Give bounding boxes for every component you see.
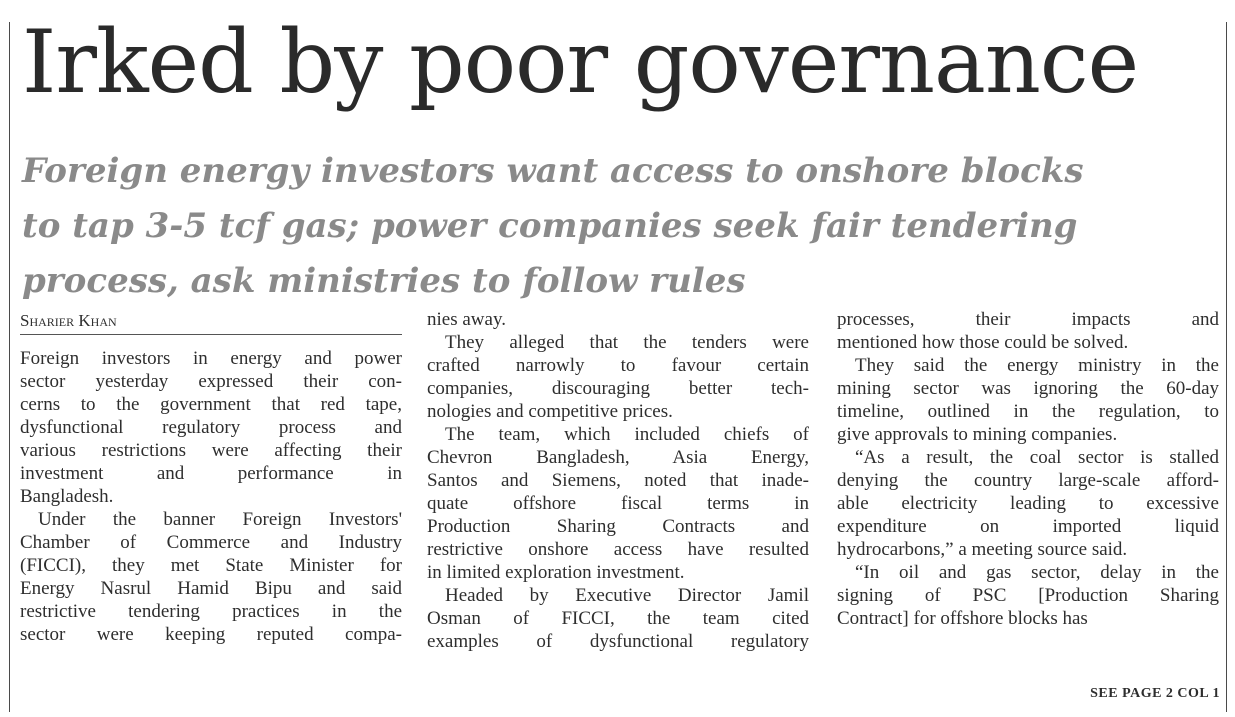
body-line: Bangladesh. (20, 486, 114, 507)
body-line: able electricity leading to excessive (837, 493, 1219, 514)
continuation-jump-line: SEE PAGE 2 COL 1 (1090, 686, 1220, 701)
body-line: signing of PSC [Production Sharing (837, 585, 1219, 606)
article-column-1 (20, 308, 402, 646)
body-line: “In oil and gas sector, delay in the (855, 562, 1219, 583)
body-line: nies away. (427, 309, 506, 330)
body-line: expenditure on imported liquid (837, 516, 1219, 537)
left-column-rule (9, 22, 10, 712)
body-line: sector yesterday expressed their con- (20, 371, 402, 392)
subheadline (22, 144, 1217, 309)
body-line: dysfunctional regulatory process and (20, 417, 402, 438)
body-line: (FICCI), they met State Minister for (20, 555, 402, 576)
body-line: Energy Nasrul Hamid Bipu and said (20, 578, 402, 599)
body-line: nologies and competitive prices. (427, 401, 673, 422)
body-line: give approvals to mining companies. (837, 424, 1118, 445)
body-line: restrictive onshore access have resulted (427, 539, 809, 560)
body-line: Santos and Siemens, noted that inade- (427, 470, 809, 491)
body-line: mining sector was ignoring the 60-day (837, 378, 1219, 399)
subhead-line: process, ask ministries to follow rules (22, 261, 746, 301)
body-line: mentioned how those could be solved. (837, 332, 1129, 353)
body-line: Chevron Bangladesh, Asia Energy, (427, 447, 809, 468)
body-line: Production Sharing Contracts and (427, 516, 809, 537)
body-line: Headed by Executive Director Jamil (445, 585, 809, 606)
right-column-rule (1226, 22, 1227, 712)
body-line: They alleged that the tenders were (445, 332, 809, 353)
body-line: examples of dysfunctional regulatory (427, 631, 809, 652)
body-line: hydrocarbons,” a meeting source said. (837, 539, 1128, 560)
body-line: crafted narrowly to favour certain (427, 355, 809, 376)
body-line: Under the banner Foreign Investors' (38, 509, 402, 530)
headline: Irked by poor governance (22, 11, 1139, 113)
body-line: “As a result, the coal sector is stalled (855, 447, 1219, 468)
body-line: Foreign investors in energy and power (20, 348, 402, 369)
body-line: quate offshore fiscal terms in (427, 493, 809, 514)
body-line: Osman of FICCI, the team cited (427, 608, 809, 629)
body-line: investment and performance in (20, 463, 402, 484)
body-line: in limited exploration investment. (427, 562, 685, 583)
byline: Sharier Khan (20, 308, 402, 335)
body-line: cerns to the government that red tape, (20, 394, 402, 415)
body-line: companies, discouraging better tech- (427, 378, 809, 399)
body-line: They said the energy ministry in the (855, 355, 1219, 376)
body-line: processes, their impacts and (837, 309, 1219, 330)
article-column-2 (427, 308, 809, 653)
body-line: sector were keeping reputed compa- (20, 624, 402, 645)
subhead-line: to tap 3-5 tcf gas; power companies seek fair tendering (22, 206, 1078, 246)
body-line: timeline, outlined in the regulation, to (837, 401, 1219, 422)
body-line: Contract] for offshore blocks has (837, 608, 1088, 629)
article-column-3 (837, 308, 1219, 630)
body-line: Chamber of Commerce and Industry (20, 532, 402, 553)
body-line: denying the country large-scale afford- (837, 470, 1219, 491)
body-line: The team, which included chiefs of (445, 424, 809, 445)
subhead-line: Foreign energy investors want access to onshore blocks (22, 151, 1084, 191)
body-line: various restrictions were affecting their (20, 440, 402, 461)
body-line: restrictive tendering practices in the (20, 601, 402, 622)
